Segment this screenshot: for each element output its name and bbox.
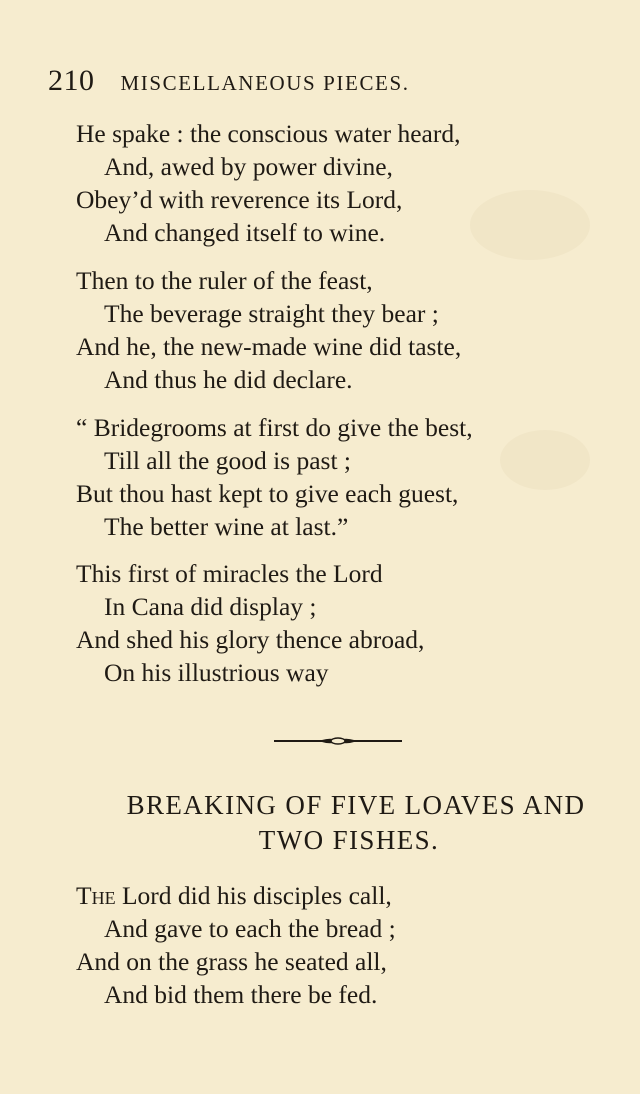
verse-line: He spake : the conscious water heard, xyxy=(76,119,461,148)
verse-line: On his illustrious way xyxy=(104,658,329,687)
verse-line: And bid them there be fed. xyxy=(104,980,378,1009)
stanza xyxy=(76,264,596,396)
opening-word: The xyxy=(76,881,116,910)
verse-line: This first of miracles the Lord xyxy=(76,559,383,588)
stanza xyxy=(76,879,596,1011)
verse-line: In Cana did display ; xyxy=(104,592,317,621)
verse-line: And shed his glory thence abroad, xyxy=(76,625,425,654)
verse-line: Then to the ruler of the feast, xyxy=(76,266,373,295)
verse-line: Obey’d with reverence its Lord, xyxy=(76,185,403,214)
verse-line: And, awed by power divine, xyxy=(104,152,393,181)
running-title: MISCELLANEOUS PIECES. xyxy=(120,71,410,95)
section-heading-line: BREAKING OF FIVE LOAVES AND xyxy=(126,790,586,820)
verse-line: “ Bridegrooms at first do give the best, xyxy=(76,413,473,442)
verse-line: And thus he did declare. xyxy=(104,365,353,394)
verse-line: And he, the new-made wine did taste, xyxy=(76,332,462,361)
verse-line: And on the grass he seated all, xyxy=(76,947,387,976)
stanza xyxy=(76,557,596,689)
section-divider-ornament xyxy=(272,733,404,749)
section-heading-line: TWO FISHES. xyxy=(258,825,440,855)
verse-line: And changed itself to wine. xyxy=(104,218,386,247)
verse-line: The beverage straight they bear ; xyxy=(104,299,439,328)
running-head xyxy=(48,64,508,100)
verse-line: But thou hast kept to give each guest, xyxy=(76,479,459,508)
verse-line: The better wine at last.” xyxy=(104,512,349,541)
section-heading xyxy=(40,788,640,858)
verse-line xyxy=(76,879,596,912)
page-number: 210 xyxy=(48,64,95,97)
stanza xyxy=(76,117,596,249)
verse-line: And gave to each the bread ; xyxy=(104,914,396,943)
verse-line: Till all the good is past ; xyxy=(104,446,351,475)
verse-line-text: Lord did his disciples call, xyxy=(115,881,392,910)
stanza xyxy=(76,411,596,543)
